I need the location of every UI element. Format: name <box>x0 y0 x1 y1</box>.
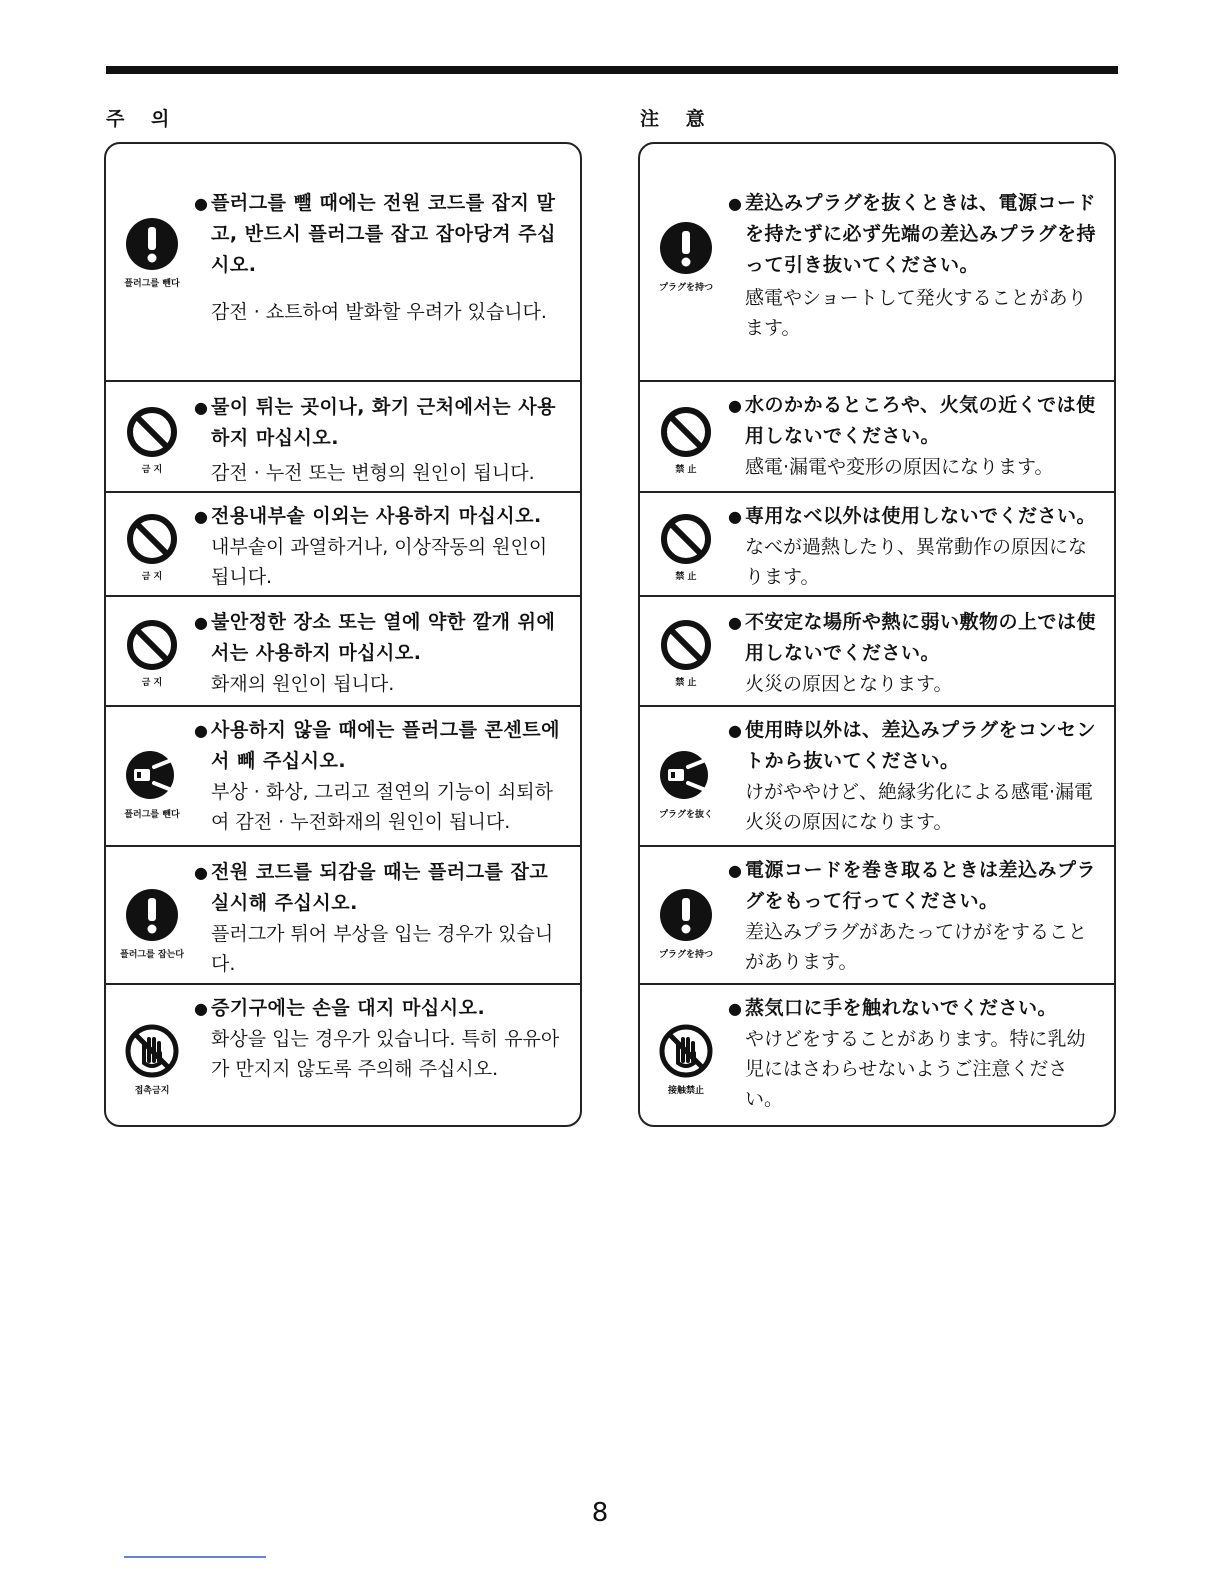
item-body: けがややけど、絶縁劣化による感電·漏電火災の原因になります。 <box>745 781 1094 833</box>
icon-caption: 플러그를 뺀다 <box>124 810 180 820</box>
korean-caution-item-4 <box>106 595 580 705</box>
japanese-section-title: 注 意 <box>640 108 715 130</box>
japanese-caution-item-5 <box>640 705 1114 845</box>
japanese-caution-item-4 <box>640 595 1114 705</box>
item-heading: ● 使用時以外は、差込みプラグをコンセントから抜いてください。 <box>728 715 1102 777</box>
icon-caption: 금 지 <box>141 465 163 475</box>
korean-caution-item-5 <box>106 705 580 845</box>
icon-caption: プラグを持つ <box>658 950 713 960</box>
item-body: 플러그가 튀어 부상을 입는 경우가 있습니다. <box>211 923 554 975</box>
japanese-caution-item-2 <box>640 380 1114 491</box>
japanese-caution-item-3 <box>640 491 1114 595</box>
item-heading: ● 差込みプラグを抜くときは、電源コードを持たずに必ず先端の差込みプラグを持って引き抜いてください。 <box>728 188 1102 281</box>
icon-caption: 禁 止 <box>675 678 697 688</box>
unplug-icon <box>106 747 198 820</box>
korean-caution-item-3 <box>106 491 580 595</box>
korean-caution-item-7 <box>106 983 580 1125</box>
warning-exclamation-icon <box>106 216 198 289</box>
prohibited-icon <box>640 619 732 688</box>
item-heading: ● 전원 코드를 되감을 때는 플러그를 잡고 실시해 주십시오. <box>194 857 568 919</box>
item-body: 감전 · 쇼트하여 발화할 우려가 있습니다. <box>211 301 547 323</box>
item-heading: ● 플러그를 뺄 때에는 전원 코드를 잡지 말고, 반드시 플러그를 잡고 잡아당겨 주십시오. <box>194 188 568 281</box>
item-body: 火災の原因となります。 <box>745 673 953 695</box>
item-body: 내부솥이 과열하거나, 이상작동의 원인이 됩니다. <box>211 536 548 588</box>
item-heading: ● 電源コードを巻き取るときは差込みプラグをもって行ってください。 <box>728 855 1102 917</box>
icon-caption: プラグを持つ <box>658 283 713 293</box>
warning-exclamation-icon <box>640 220 732 293</box>
no-touch-hand-icon <box>106 1023 198 1096</box>
item-heading: ● 水のかかるところや、火気の近くでは使用しないでください。 <box>728 390 1102 452</box>
item-heading: ● 물이 튀는 곳이나, 화기 근처에서는 사용하지 마십시오. <box>194 392 568 454</box>
item-body: 感電やショートして発火することがあります。 <box>745 287 1087 339</box>
no-touch-hand-icon <box>640 1023 732 1096</box>
prohibited-icon <box>640 406 732 475</box>
item-heading: ● 불안정한 장소 또는 열에 약한 깔개 위에서는 사용하지 마십시오. <box>194 607 568 669</box>
japanese-caution-item-6 <box>640 845 1114 983</box>
top-rule <box>106 66 1118 74</box>
korean-caution-item-2 <box>106 380 580 491</box>
item-body: やけどをすることがあります。特に乳幼児にはさわらせないようご注意ください。 <box>745 1028 1086 1110</box>
item-body: 감전 · 누전 또는 변형의 원인이 됩니다. <box>211 462 535 484</box>
icon-caption: プラグを抜く <box>658 810 713 820</box>
icon-caption: 금 지 <box>141 678 163 688</box>
item-heading: ● 不安定な場所や熱に弱い敷物の上では使用しないでください。 <box>728 607 1102 669</box>
icon-caption: 接触禁止 <box>667 1086 704 1096</box>
icon-caption: 禁 止 <box>675 572 697 582</box>
item-heading: ● 증기구에는 손을 대지 마십시오. <box>194 993 568 1024</box>
japanese-caution-panel <box>638 142 1116 1127</box>
icon-caption: 禁 止 <box>675 465 697 475</box>
item-heading: ● 専用なべ以外は使用しないでください。 <box>728 501 1102 532</box>
item-body: 差込みプラグがあたってけがをすることがあります。 <box>745 921 1088 973</box>
item-heading: ● 蒸気口に手を触れないでください。 <box>728 993 1102 1024</box>
prohibited-icon <box>106 513 198 582</box>
korean-caution-item-1 <box>106 144 580 380</box>
icon-caption: 플러그를 잡는다 <box>120 950 184 960</box>
icon-caption: 플러그를 뺀다 <box>124 279 180 289</box>
item-body: 화상을 입는 경우가 있습니다. 특히 유유아가 만지지 않도록 주의해 주십시오. <box>211 1028 560 1080</box>
korean-section-title: 주 의 <box>106 108 180 130</box>
item-body: なべが過熱したり、異常動作の原因になります。 <box>745 536 1088 588</box>
item-body: 화재의 원인이 됩니다. <box>211 673 395 695</box>
item-heading: ● 사용하지 않을 때에는 플러그를 콘센트에서 빼 주십시오. <box>194 715 568 777</box>
japanese-caution-item-7 <box>640 983 1114 1125</box>
prohibited-icon <box>640 513 732 582</box>
icon-caption: 금 지 <box>141 572 163 582</box>
warning-exclamation-icon <box>106 887 198 960</box>
item-body: 感電·漏電や変形の原因になります。 <box>745 456 1054 478</box>
unplug-icon <box>640 747 732 820</box>
item-heading: ● 전용내부솥 이외는 사용하지 마십시오. <box>194 501 568 532</box>
prohibited-icon <box>106 619 198 688</box>
prohibited-icon <box>106 406 198 475</box>
korean-caution-panel <box>104 142 582 1127</box>
warning-exclamation-icon <box>640 887 732 960</box>
page-number: 8 <box>591 1498 609 1528</box>
footer-line <box>124 1556 266 1558</box>
icon-caption: 접촉금지 <box>134 1086 170 1096</box>
item-body: 부상 · 화상, 그리고 절연의 기능이 쇠퇴하여 감전 · 누전화재의 원인이 됩니다. <box>211 781 553 833</box>
japanese-caution-item-1 <box>640 144 1114 380</box>
korean-caution-item-6 <box>106 845 580 983</box>
